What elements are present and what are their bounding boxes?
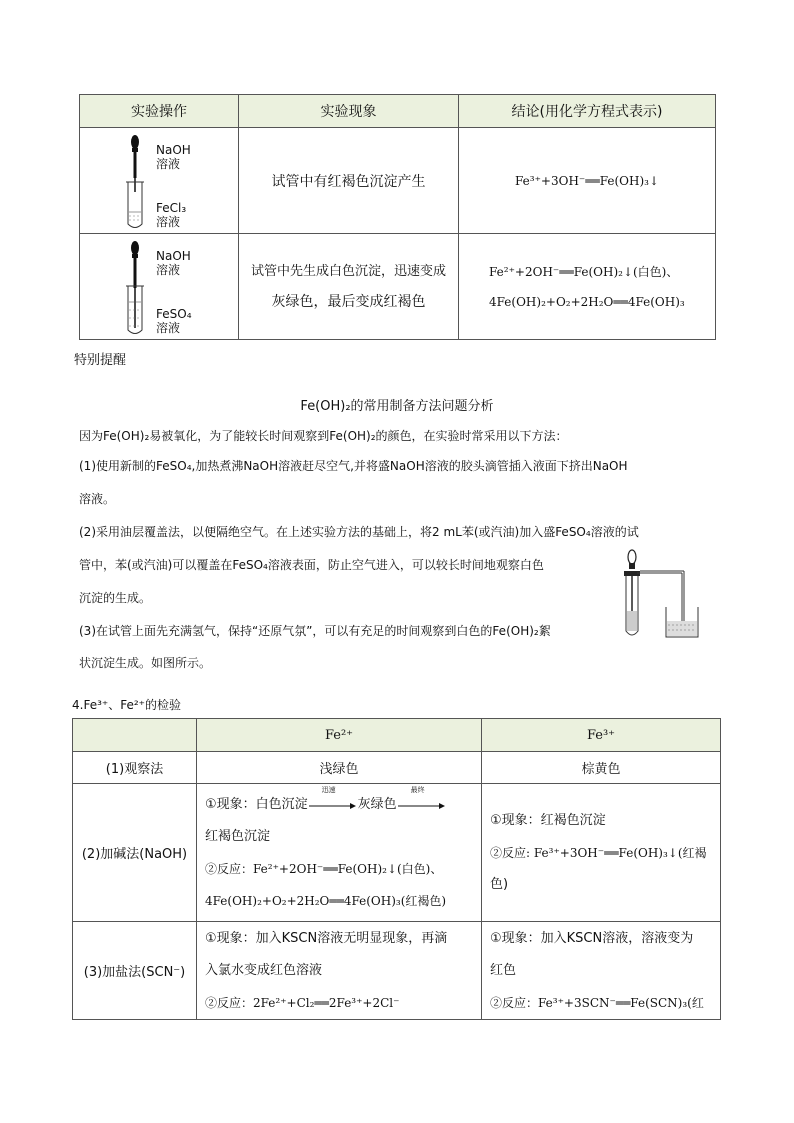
conclusion-equation: 4Fe(OH)₂+O₂+2H₂O══4Fe(OH)₃	[489, 294, 685, 309]
dropper-tube-diagram	[118, 132, 158, 232]
arrow-label: 最终	[410, 786, 425, 794]
phenomenon-cell	[239, 234, 459, 340]
reaction-equation: ②反应：2Fe²⁺+Cl₂══2Fe³⁺+2Cl⁻	[205, 995, 400, 1010]
header-conclusion: 结论(用化学方程式表示)	[459, 95, 716, 128]
apparatus-cell	[80, 234, 239, 340]
phenomenon-text: 试管中有红褐色沉淀产生	[271, 173, 426, 190]
phenomenon-text: 入氯水变成红色溶液	[205, 962, 323, 978]
header-blank	[73, 719, 197, 752]
special-note-title: Fe(OH)₂的常用制备方法问题分析	[300, 399, 494, 414]
header-operation: 实验操作	[80, 95, 239, 128]
table-row	[73, 752, 721, 784]
method-2-line: (2)采用油层覆盖法，以便隔绝空气。在上述实验方法的基础上，将2 mL苯(或汽油)加入盛FeSO₄溶液的试	[79, 525, 639, 539]
conclusion-cell	[459, 128, 716, 234]
reaction-equation: 色)	[490, 876, 509, 892]
dropper-tube-diagram	[118, 238, 158, 338]
phenomenon-text: ①现象：加入KSCN溶液，溶液变为	[490, 930, 694, 946]
fe2-phenomenon-line	[205, 786, 481, 821]
conclusion-cell	[459, 234, 716, 340]
detection-table	[72, 718, 721, 1020]
detection-table-header	[73, 719, 721, 752]
phenomenon-text: 灰绿色，最后变成红褐色	[271, 293, 426, 310]
method-2-line: 管中，苯(或汽油)可以覆盖在FeSO₄溶液表面，防止空气进入，可以较长时间地观察白色	[79, 558, 544, 572]
fe3-color: 棕黄色	[482, 752, 721, 784]
method-label: (3)加盐法(SCN⁻)	[73, 922, 197, 1020]
reagent-bottom-label: FeCl₃	[156, 201, 187, 215]
hydrogen-apparatus-diagram	[616, 545, 706, 645]
special-note-heading: 特别提醒	[74, 353, 127, 368]
right-arrow-icon	[397, 797, 447, 811]
table-row	[80, 234, 716, 340]
phenomenon-text: ①现象：白色沉淀	[205, 796, 308, 812]
arrow-finally	[397, 786, 447, 811]
arrow-quickly	[308, 786, 358, 811]
reagent-top-sub: 溶液	[156, 157, 181, 171]
arrow-label: 迅速	[321, 786, 336, 794]
reagent-top-sub: 溶液	[156, 263, 181, 277]
table-row	[73, 922, 721, 1020]
right-arrow-icon	[308, 797, 358, 811]
fe2-salt-cell	[197, 922, 482, 1020]
reaction-equation: ②反应：Fe³⁺+3SCN⁻══Fe(SCN)₃(红	[490, 995, 704, 1010]
method-label: (2)加碱法(NaOH)	[73, 784, 197, 922]
reagent-top-label: NaOH	[156, 249, 191, 263]
header-fe2: Fe²⁺	[197, 719, 482, 752]
method-3-line: (3)在试管上面先充满氢气，保持“还原气氛”，可以有充足的时间观察到白色的Fe(OH)₂絮	[79, 624, 551, 638]
experiment-table	[79, 94, 716, 340]
method-label: (1)观察法	[73, 752, 197, 784]
fe3-salt-cell	[482, 922, 721, 1020]
conclusion-equation: Fe²⁺+2OH⁻══Fe(OH)₂↓(白色)、	[489, 264, 679, 279]
method-2-line: 沉淀的生成。	[79, 591, 152, 605]
reagent-bottom-sub: 溶液	[156, 215, 181, 229]
conclusion-equation: Fe³⁺+3OH⁻══Fe(OH)₃↓	[515, 173, 659, 188]
fe2-color: 浅绿色	[197, 752, 482, 784]
phenomenon-text: 试管中先生成白色沉淀，迅速变成	[250, 263, 446, 279]
experiment-table-header	[80, 95, 716, 128]
reagent-bottom-label: FeSO₄	[156, 307, 192, 321]
phenomenon-cell	[239, 128, 459, 234]
reaction-equation: ②反应: Fe³⁺+3OH⁻══Fe(OH)₃↓(红褐	[490, 845, 707, 860]
fe3-alkali-cell	[482, 784, 721, 922]
reagent-top-label: NaOH	[156, 143, 191, 157]
reaction-equation: ②反应：Fe²⁺+2OH⁻══Fe(OH)₂↓(白色)、	[205, 861, 443, 876]
table-row	[73, 784, 721, 922]
method-1-line: (1)使用新制的FeSO₄,加热煮沸NaOH溶液赶尽空气,并将盛NaOH溶液的胶头滴管插入液面下挤出NaOH	[79, 459, 628, 473]
fe2-alkali-cell	[197, 784, 482, 922]
method-1-line: 溶液。	[79, 492, 116, 506]
intro-paragraph: 因为Fe(OH)₂易被氧化，为了能较长时间观察到Fe(OH)₂的颜色，在实验时常采用以下方法：	[79, 429, 568, 443]
phenomenon-text: 红褐色沉淀	[205, 828, 271, 844]
header-phenomenon: 实验现象	[239, 95, 459, 128]
phenomenon-text: ①现象：红褐色沉淀	[490, 812, 606, 828]
phenomenon-text: 灰绿色	[357, 796, 397, 812]
phenomenon-text: ①现象：加入KSCN溶液无明显现象，再滴	[205, 930, 448, 946]
apparatus-cell	[80, 128, 239, 234]
header-fe3: Fe³⁺	[482, 719, 721, 752]
reaction-equation: 4Fe(OH)₂+O₂+2H₂O══4Fe(OH)₃(红褐色)	[205, 893, 447, 908]
method-3-line: 状沉淀生成。如图所示。	[79, 656, 212, 670]
section-title: 4.Fe³⁺、Fe²⁺的检验	[72, 698, 181, 712]
phenomenon-text: 红色	[490, 962, 517, 978]
table-row	[80, 128, 716, 234]
reagent-bottom-sub: 溶液	[156, 321, 181, 335]
